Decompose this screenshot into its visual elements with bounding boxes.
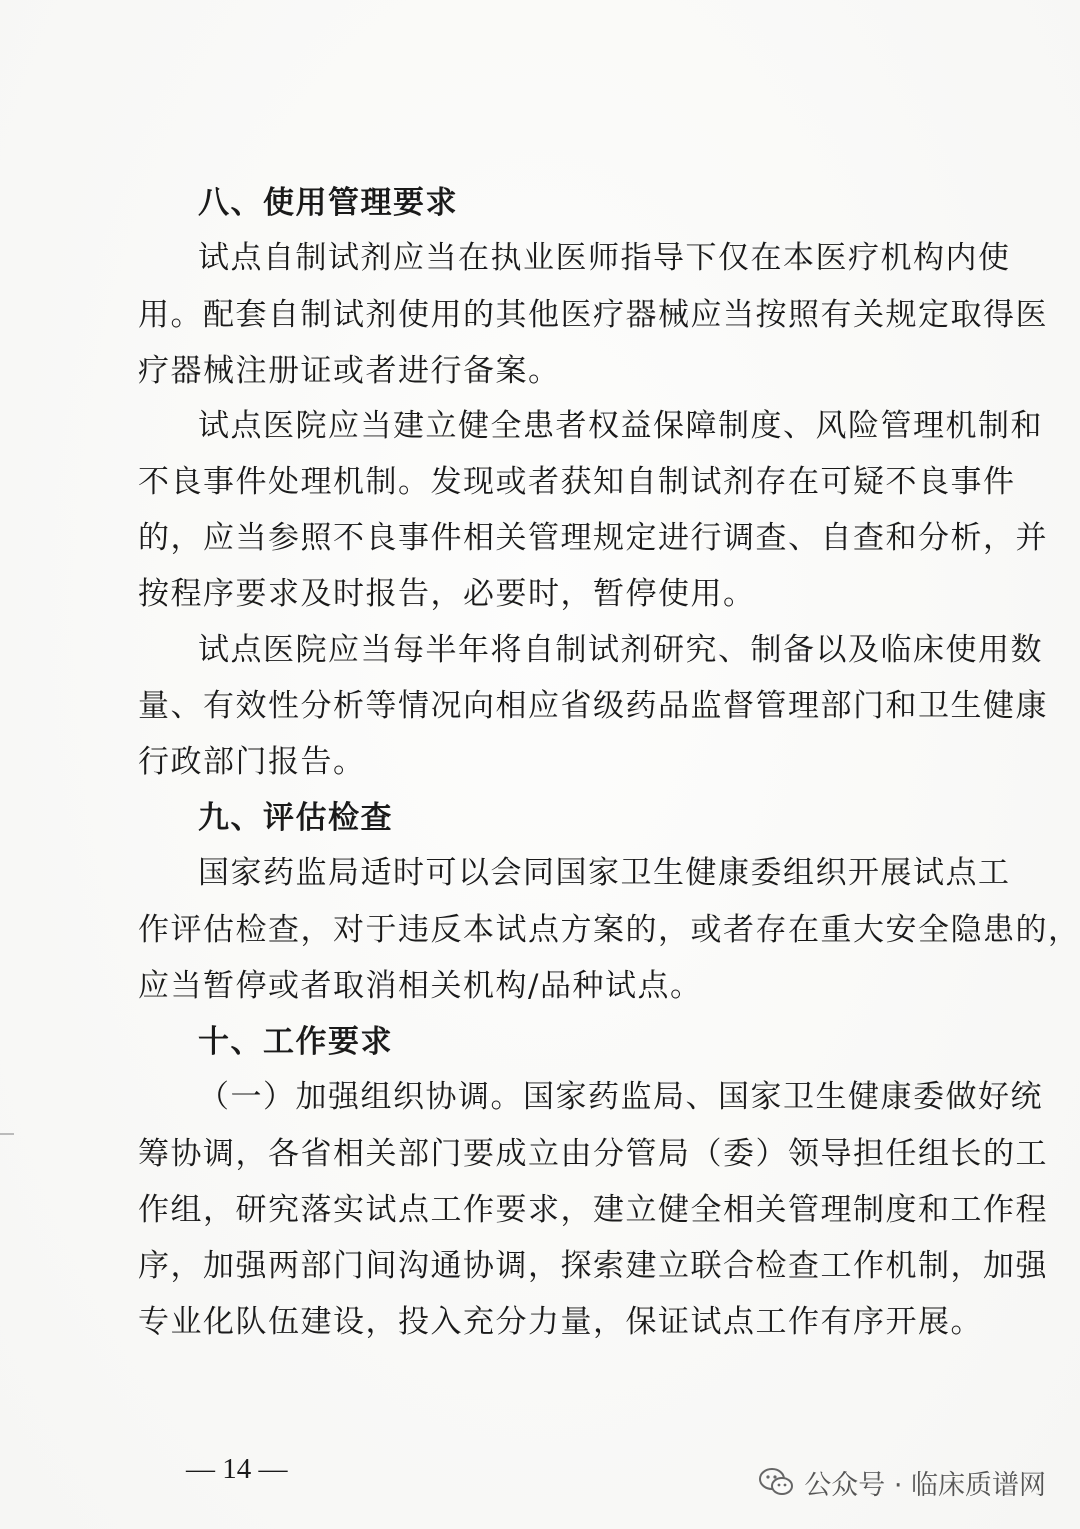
- paragraph-line: （一）加强组织协调。国家药监局、国家卫生健康委做好统: [198, 1079, 1043, 1115]
- paragraph-line: 序，加强两部门间沟通协调，探索建立联合检查工作机制，加强: [138, 1248, 1048, 1284]
- paragraph-line: 试点医院应当每半年将自制试剂研究、制备以及临床使用数: [198, 632, 1043, 668]
- paragraph-line: 用。配套自制试剂使用的其他医疗器械应当按照有关规定取得医: [138, 297, 1048, 333]
- watermark: [758, 1462, 1046, 1502]
- paragraph-line: 作评估检查，对于违反本试点方案的，或者存在重大安全隐患的，: [138, 912, 1080, 948]
- paragraph-line: 的，应当参照不良事件相关管理规定进行调查、自查和分析，并: [138, 520, 1048, 556]
- paragraph-line: 试点自制试剂应当在执业医师指导下仅在本医疗机构内使: [198, 240, 1011, 276]
- paragraph-line: 国家药监局适时可以会同国家卫生健康委组织开展试点工: [198, 855, 1011, 891]
- paragraph-line: 试点医院应当建立健全患者权益保障制度、风险管理机制和: [198, 408, 1043, 444]
- paragraph-line: 专业化队伍建设，投入充分力量，保证试点工作有序开展。: [138, 1304, 983, 1340]
- paragraph-line: 行政部门报告。: [138, 744, 366, 780]
- paragraph-line: 量、有效性分析等情况向相应省级药品监督管理部门和卫生健康: [138, 688, 1048, 724]
- paragraph-line: 不良事件处理机制。发现或者获知自制试剂存在可疑不良事件: [138, 464, 1016, 500]
- wechat-icon: [758, 1467, 794, 1497]
- section-heading-10: 十、工作要求: [198, 1024, 393, 1060]
- watermark-text: 公众号 · 临床质谱网: [804, 1469, 1046, 1501]
- paragraph-line: 作组，研究落实试点工作要求，建立健全相关管理制度和工作程: [138, 1192, 1048, 1228]
- paragraph-line: 按程序要求及时报告，必要时，暂停使用。: [138, 576, 756, 612]
- section-heading-8: 八、使用管理要求: [198, 185, 458, 221]
- paragraph-line: 疗器械注册证或者进行备案。: [138, 353, 561, 389]
- section-heading-9: 九、评估检查: [198, 800, 393, 836]
- scan-margin-mark: [0, 1133, 14, 1135]
- paragraph-line: 筹协调，各省相关部门要成立由分管局（委）领导担任组长的工: [138, 1136, 1048, 1172]
- page-number: — 14 —: [186, 1453, 288, 1485]
- paragraph-line: 应当暂停或者取消相关机构/品种试点。: [138, 968, 703, 1004]
